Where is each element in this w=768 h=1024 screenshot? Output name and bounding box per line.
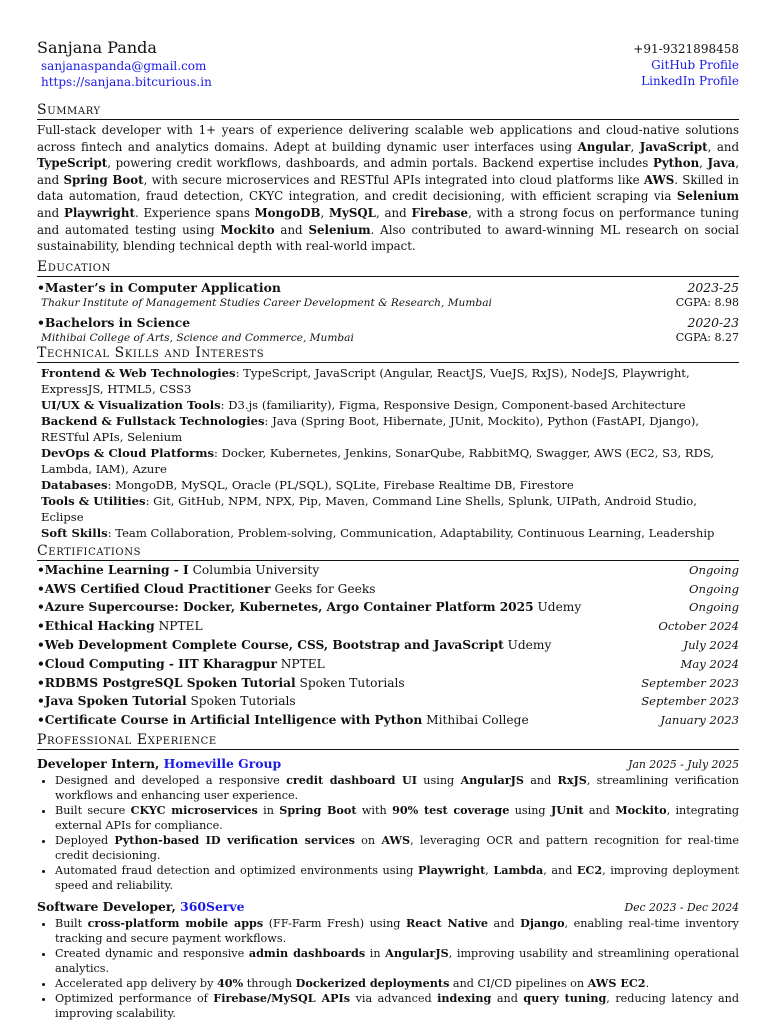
text-run: , and xyxy=(707,139,740,154)
linkedin-link[interactable]: LinkedIn Profile xyxy=(641,74,739,88)
text-run: using xyxy=(417,773,461,787)
text-run: Accelerated app delivery by xyxy=(55,976,217,990)
skill-label: UI/UX & Visualization Tools xyxy=(41,397,221,412)
text-run: Automated fraud detection and optimized environments using xyxy=(55,863,418,877)
skill-label: DevOps & Cloud Platforms xyxy=(41,445,214,460)
skill-item xyxy=(41,445,739,477)
job-bullet xyxy=(55,916,739,946)
bold-text: Spring Boot xyxy=(63,172,144,187)
text-run: Built secure xyxy=(55,803,131,817)
bold-text: credit dashboard UI xyxy=(286,772,418,787)
school-name: Thakur Institute of Management Studies Career Development & Research, Mumbai xyxy=(41,296,492,309)
text-run: with xyxy=(356,803,393,817)
certification-date: September 2023 xyxy=(641,675,739,690)
skill-label: Frontend & Web Technologies xyxy=(41,365,236,380)
certification-title xyxy=(37,655,325,674)
certification-issuer: Mithibai College xyxy=(426,713,529,728)
job-bullet xyxy=(55,833,739,863)
text-run: . Skilled in data automation, fraud detection, CKYC integration, and credit decisioning, with efficient scraping via xyxy=(37,172,739,204)
bold-text: cross-platform mobile apps xyxy=(87,915,264,930)
header-right xyxy=(633,38,739,90)
job-bullet xyxy=(55,863,739,893)
certification-title xyxy=(37,636,551,655)
text-run: . Also contributed to award-winning ML research on social sustainability, blending technical depth with real-world impact. xyxy=(37,222,739,254)
bold-text: AWS EC2 xyxy=(587,975,646,990)
job-bullet xyxy=(55,803,739,833)
certification-row xyxy=(37,617,739,636)
text-run: , and xyxy=(543,863,577,877)
text-run: , enabling real-time inventory tracking and secure payment workflows. xyxy=(55,916,739,945)
job-role: Developer Intern, xyxy=(37,755,164,771)
text-run: Built xyxy=(55,916,88,930)
skill-label: Soft Skills xyxy=(41,525,108,540)
text-run: and xyxy=(274,222,309,237)
text-run: and xyxy=(37,205,64,220)
education-row xyxy=(37,296,739,310)
job-bullet xyxy=(55,976,739,991)
skill-item xyxy=(41,493,739,525)
website-link[interactable]: https://sanjana.bitcurious.in xyxy=(41,75,212,89)
candidate-name: Sanjana Panda xyxy=(37,38,157,57)
text-run: , powering credit workflows, dashboards, and admin portals. Backend expertise includes xyxy=(107,156,653,171)
skill-label: Databases xyxy=(41,477,108,492)
text-run: , xyxy=(320,205,329,220)
certifications-list xyxy=(37,561,739,730)
bold-text: admin dashboards xyxy=(248,945,366,960)
text-run: via advanced xyxy=(350,991,438,1005)
experience-heading: Professional Experience xyxy=(37,732,739,750)
skill-value: : Java (Spring Boot, Hibernate, JUnit, Mockito), Python (FastAPI, Django), RESTful APIs, Selenium xyxy=(41,413,700,444)
text-run: Created dynamic and responsive xyxy=(55,946,249,960)
text-run: . Experience spans xyxy=(134,205,255,220)
job-header xyxy=(37,899,739,916)
certification-name: •RDBMS PostgreSQL Spoken Tutorial xyxy=(37,675,296,690)
text-run: , improving usability and streamlining operational analytics. xyxy=(55,946,739,975)
text-run: (FF-Farm Fresh) using xyxy=(263,916,406,930)
text-run: , and xyxy=(375,205,412,220)
job-title xyxy=(37,756,281,772)
text-run: and CI/CD pipelines on xyxy=(449,976,588,990)
skill-value: : Git, GitHub, NPM, NPX, Pip, Maven, Command Line Shells, Splunk, UIPath, Android Studio, Eclipse xyxy=(41,493,697,524)
certification-name: •Cloud Computing - IIT Kharagpur xyxy=(37,656,277,671)
certifications-heading: Certifications xyxy=(37,543,739,561)
certification-row xyxy=(37,655,739,674)
job-bullets xyxy=(37,916,739,1021)
skills-heading: Technical Skills and Interests xyxy=(37,345,739,363)
bold-text: indexing xyxy=(437,990,492,1005)
certification-name: •Machine Learning - I xyxy=(37,562,189,577)
resume-page xyxy=(37,38,739,1021)
certification-date: Ongoing xyxy=(689,581,739,596)
text-run: , integrating external APIs for compliance. xyxy=(55,803,739,832)
bold-text: CKYC microservices xyxy=(130,802,258,817)
text-run: and xyxy=(523,773,558,787)
bold-text: Lambda xyxy=(493,862,544,877)
certification-name: •Certificate Course in Artificial Intelligence with Python xyxy=(37,713,423,728)
certification-title xyxy=(37,598,581,617)
text-run: Full-stack developer with 1+ years of experience delivering scalable web applications and cloud-native solutions across fintech and analytics domains. Adept at building dynamic user interfaces using xyxy=(37,123,739,154)
text-run: , with secure microservices and RESTful APIs integrated into cloud platforms like xyxy=(143,172,644,187)
job-header xyxy=(37,756,739,773)
text-run: , xyxy=(630,139,640,154)
certification-issuer: NPTEL xyxy=(158,619,203,634)
bold-text: MySQL xyxy=(328,205,376,220)
skill-item xyxy=(41,413,739,445)
bold-text: Python xyxy=(652,156,700,171)
education-item xyxy=(37,279,739,310)
text-run: , with a strong focus on performance tuning and automated testing using xyxy=(37,205,740,237)
certification-date: Ongoing xyxy=(689,600,739,615)
bold-text: 40% xyxy=(216,975,244,990)
certification-issuer: Udemy xyxy=(507,637,552,652)
certification-row xyxy=(37,711,739,730)
skill-value: : MongoDB, MySQL, Oracle (PL/SQL), SQLite, Firebase Realtime DB, Firestore xyxy=(107,477,574,492)
certification-row xyxy=(37,598,739,617)
certification-date: May 2024 xyxy=(680,656,739,671)
experience-list xyxy=(37,756,739,1021)
certification-issuer: Spoken Tutorials xyxy=(299,675,405,690)
bold-text: JavaScript xyxy=(639,139,708,154)
email-link[interactable]: sanjanaspanda@gmail.com xyxy=(41,59,207,73)
skill-value: : TypeScript, JavaScript (Angular, ReactJS, VueJS, RxJS), NodeJS, Playwright, ExpressJS, HTML5, CSS3 xyxy=(41,365,690,396)
certification-issuer: Spoken Tutorials xyxy=(190,694,296,709)
school-name: Mithibai College of Arts, Science and Commerce, Mumbai xyxy=(41,331,354,344)
certification-date: October 2024 xyxy=(658,619,739,634)
job-bullet xyxy=(55,991,739,1021)
skill-item xyxy=(41,525,739,541)
text-run: and xyxy=(488,916,521,930)
bold-text: Playwright xyxy=(63,205,135,220)
education-item xyxy=(37,314,739,345)
certification-issuer: Columbia University xyxy=(192,562,320,577)
skill-value: : D3.js (familiarity), Figma, Responsive Design, Component-based Architecture xyxy=(220,397,686,412)
github-link[interactable]: GitHub Profile xyxy=(651,58,739,72)
bold-text: EC2 xyxy=(576,862,603,877)
text-run: , and xyxy=(37,156,740,187)
certification-name: •Java Spoken Tutorial xyxy=(37,694,187,709)
certification-title xyxy=(37,692,296,711)
bold-text: Firebase/MySQL APIs xyxy=(213,990,351,1005)
education-row xyxy=(37,314,739,331)
certification-issuer: Geeks for Geeks xyxy=(274,581,376,596)
company-link[interactable]: 360Serve xyxy=(180,898,245,914)
job-bullet xyxy=(55,773,739,803)
phone-number: +91-9321898458 xyxy=(633,42,739,56)
bold-text: Playwright xyxy=(417,862,486,877)
header-left xyxy=(37,38,212,90)
job-date: Jan 2025 - July 2025 xyxy=(628,757,739,771)
bold-text: TypeScript xyxy=(37,156,108,171)
job-title xyxy=(37,899,244,915)
education-heading: Education xyxy=(37,259,739,277)
bold-text: query tuning xyxy=(523,990,607,1005)
text-run: in xyxy=(365,946,386,960)
certification-issuer: NPTEL xyxy=(280,656,325,671)
skill-label: Tools & Utilities xyxy=(41,493,146,508)
certification-name: •AWS Certified Cloud Practitioner xyxy=(37,581,271,596)
bold-text: 90% test coverage xyxy=(392,802,510,817)
certification-date: January 2023 xyxy=(660,713,739,728)
education-years: 2023-25 xyxy=(687,279,739,295)
bold-text: AWS xyxy=(381,832,411,847)
bold-text: Java xyxy=(707,156,736,171)
bold-text: Selenium xyxy=(676,189,739,204)
text-run: , xyxy=(485,863,494,877)
bold-text: Dockerized deployments xyxy=(295,975,450,990)
summary-heading: Summary xyxy=(37,102,739,120)
education-years: 2020-23 xyxy=(687,314,739,330)
job-bullet xyxy=(55,946,739,976)
text-run: through xyxy=(243,976,296,990)
text-run: . xyxy=(645,976,650,990)
text-run: , xyxy=(699,156,708,171)
bold-text: JUnit xyxy=(550,802,584,817)
bold-text: AngularJS xyxy=(385,945,449,960)
certification-name: •Web Development Complete Course, CSS, Bootstrap and JavaScript xyxy=(37,637,504,652)
skill-item xyxy=(41,477,739,493)
bold-text: Mockito xyxy=(615,802,667,817)
bold-text: Django xyxy=(520,915,565,930)
certification-row xyxy=(37,561,739,580)
education-row xyxy=(37,331,739,345)
bold-text: React Native xyxy=(406,915,489,930)
text-run: Optimized performance of xyxy=(55,991,214,1005)
skill-item xyxy=(41,365,739,397)
skill-value: : Docker, Kubernetes, Jenkins, SonarQube, RabbitMQ, Swagger, AWS (EC2, S3, RDS, Lambda, IAM), Azure xyxy=(41,445,715,476)
bold-text: Firebase xyxy=(411,205,469,220)
text-run: on xyxy=(354,833,382,847)
bold-text: Python-based ID verification services xyxy=(114,832,355,847)
certification-title xyxy=(37,674,405,693)
job-role: Software Developer, xyxy=(37,898,181,914)
resume-header xyxy=(37,38,739,90)
degree-name: •Bachelors in Science xyxy=(37,314,191,330)
text-run: in xyxy=(257,803,280,817)
certification-row xyxy=(37,674,739,693)
bold-text: Mockito xyxy=(220,222,275,237)
skill-item xyxy=(41,397,739,413)
text-run: , improving deployment speed and reliability. xyxy=(55,863,739,892)
certification-row xyxy=(37,692,739,711)
degree-name: •Master’s in Computer Application xyxy=(37,279,281,295)
certification-row xyxy=(37,580,739,599)
bold-text: AngularJS xyxy=(460,772,524,787)
text-run: using xyxy=(509,803,551,817)
text-run: , reducing latency and improving scalability. xyxy=(55,991,740,1020)
certification-date: September 2023 xyxy=(641,694,739,709)
text-run: and xyxy=(491,991,524,1005)
certification-name: •Ethical Hacking xyxy=(37,619,155,634)
certification-title xyxy=(37,580,375,599)
certification-row xyxy=(37,636,739,655)
certification-date: Ongoing xyxy=(689,562,739,577)
education-grade: CGPA: 8.27 xyxy=(675,330,739,344)
bold-text: Selenium xyxy=(308,222,371,237)
text-run: Deployed xyxy=(55,833,115,847)
text-run: , streamlining verification workflows and enhancing user experience. xyxy=(55,773,739,802)
bold-text: AWS xyxy=(643,172,675,187)
skill-label: Backend & Fullstack Technologies xyxy=(41,413,265,428)
bold-text: RxJS xyxy=(557,772,587,787)
job-date: Dec 2023 - Dec 2024 xyxy=(624,900,739,914)
education-grade: CGPA: 8.98 xyxy=(675,295,739,309)
bold-text: Spring Boot xyxy=(279,802,357,817)
text-run: , leveraging OCR and pattern recognition for real-time credit decisioning. xyxy=(55,833,739,862)
summary-paragraph xyxy=(37,122,739,255)
job-bullets xyxy=(37,773,739,893)
certification-issuer: Udemy xyxy=(537,600,582,615)
text-run: and xyxy=(583,803,616,817)
company-link[interactable]: Homeville Group xyxy=(163,755,282,771)
certification-name: •Azure Supercourse: Docker, Kubernetes, Argo Container Platform 2025 xyxy=(37,600,534,615)
education-row xyxy=(37,279,739,296)
bold-text: Angular xyxy=(577,139,631,154)
skill-value: : Team Collaboration, Problem-solving, Communication, Adaptability, Continuous Learning, Leadership xyxy=(107,525,715,540)
text-run: Designed and developed a responsive xyxy=(55,773,287,787)
bold-text: MongoDB xyxy=(254,205,321,220)
skills-list xyxy=(37,365,739,541)
certification-title xyxy=(37,711,529,730)
certification-title xyxy=(37,561,319,580)
certification-title xyxy=(37,617,203,636)
education-list xyxy=(37,279,739,345)
certification-date: July 2024 xyxy=(683,637,739,652)
